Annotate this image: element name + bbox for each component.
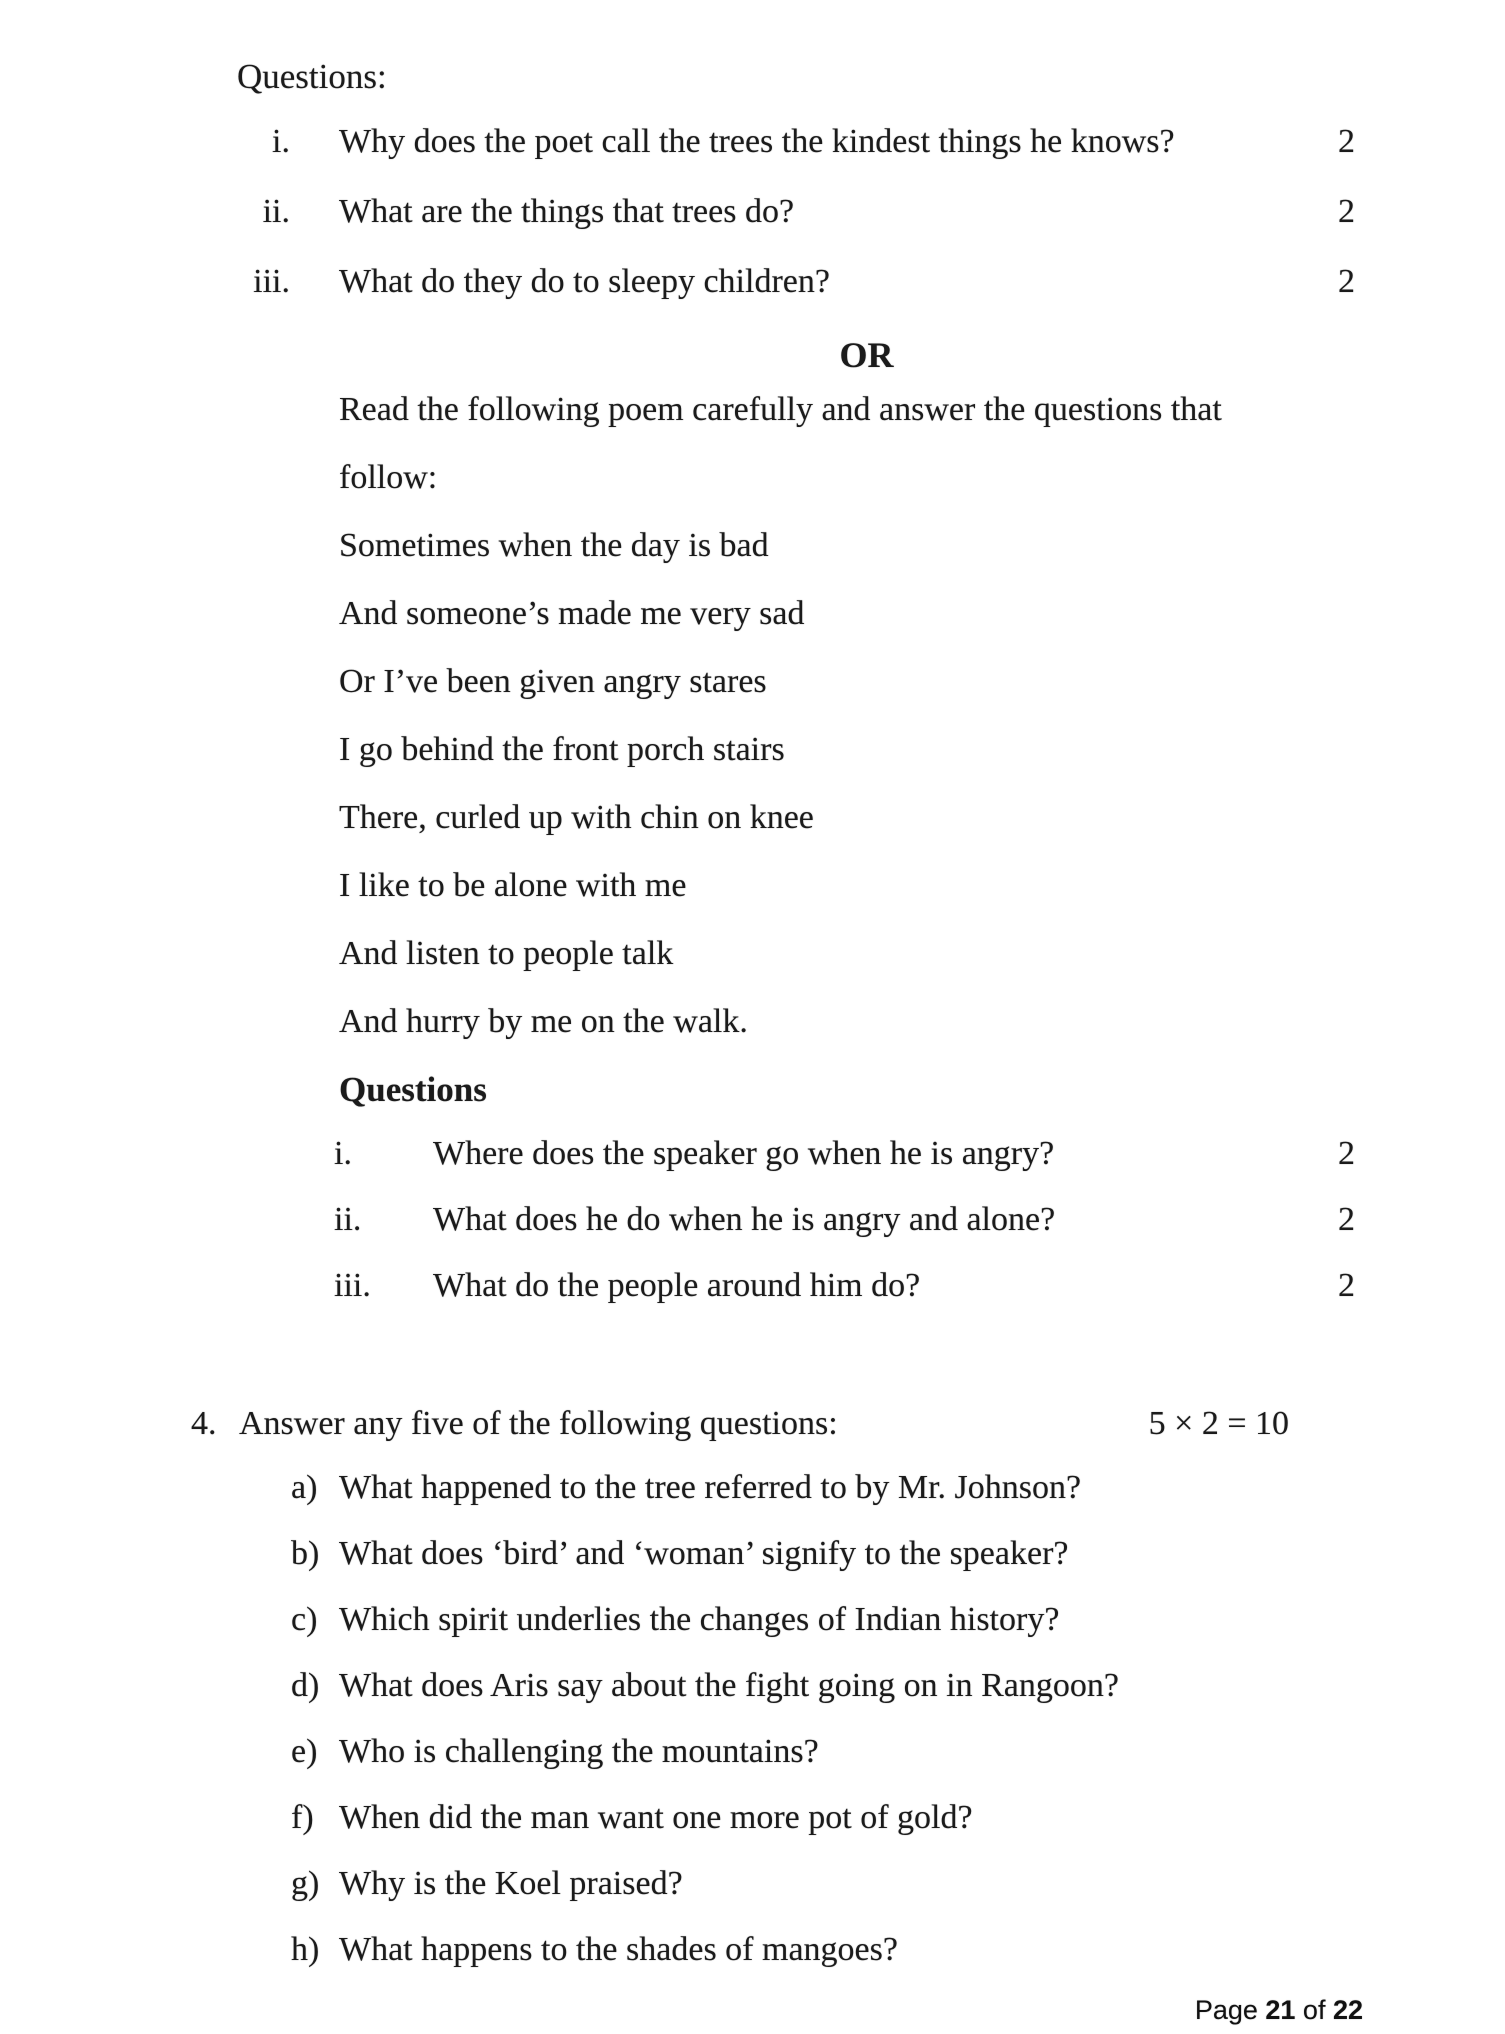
passage-intro-line: Read the following poem carefully and answer the questions that bbox=[339, 391, 1222, 428]
question-marks: 2 bbox=[1338, 1135, 1355, 1172]
footer-page-total: 22 bbox=[1332, 1995, 1363, 2025]
poem-line: And hurry by me on the walk. bbox=[339, 1003, 748, 1040]
subquestion-label: f) bbox=[291, 1799, 314, 1836]
subquestion-label: g) bbox=[291, 1865, 320, 1902]
footer-page-current: 21 bbox=[1265, 1995, 1296, 2025]
question-numeral: i. bbox=[272, 123, 290, 160]
marks-formula: 5 × 2 = 10 bbox=[1148, 1405, 1289, 1442]
or-divider: OR bbox=[839, 335, 894, 375]
subquestion-text: When did the man want one more pot of gold? bbox=[339, 1799, 973, 1836]
question-marks: 2 bbox=[1338, 123, 1355, 160]
question-numeral: i. bbox=[334, 1135, 352, 1172]
subquestion-label: d) bbox=[291, 1667, 320, 1704]
question-list-1 bbox=[237, 124, 1355, 300]
question-marks: 2 bbox=[1338, 1201, 1355, 1238]
question-marks: 2 bbox=[1338, 193, 1355, 230]
question-numeral: ii. bbox=[262, 193, 290, 230]
subquestion-label: c) bbox=[291, 1601, 318, 1638]
question-row bbox=[334, 1268, 1355, 1304]
poem-passage bbox=[339, 512, 1355, 1056]
subquestion-label: b) bbox=[291, 1535, 320, 1572]
subquestion-label: e) bbox=[291, 1733, 318, 1770]
poem-line: Sometimes when the day is bad bbox=[339, 527, 769, 564]
subquestion-row bbox=[291, 1932, 1355, 1968]
subquestion-row bbox=[291, 1536, 1355, 1572]
question-text: What does he do when he is angry and alone? bbox=[433, 1201, 1056, 1238]
subquestion-row bbox=[291, 1866, 1355, 1902]
question-text: What do they do to sleepy children? bbox=[339, 263, 830, 300]
question-text: What are the things that trees do? bbox=[339, 193, 795, 230]
subquestion-text: What happens to the shades of mangoes? bbox=[339, 1931, 898, 1968]
passage-intro-line: follow: bbox=[339, 459, 438, 496]
question-number: 4. bbox=[191, 1405, 217, 1442]
passage-intro bbox=[339, 376, 1355, 512]
question-numeral: ii. bbox=[334, 1201, 362, 1238]
questions-heading-1: Questions: bbox=[237, 57, 387, 96]
subquestion-label: h) bbox=[291, 1931, 320, 1968]
subquestion-text: What happened to the tree referred to by Mr. Johnson? bbox=[339, 1469, 1082, 1506]
subquestion-text: What does ‘bird’ and ‘woman’ signify to the speaker? bbox=[339, 1535, 1069, 1572]
subquestion-label: a) bbox=[291, 1469, 318, 1506]
subquestion-text: Which spirit underlies the changes of Indian history? bbox=[339, 1601, 1060, 1638]
question-row bbox=[237, 264, 1355, 300]
subquestion-row bbox=[291, 1470, 1355, 1506]
poem-line: I like to be alone with me bbox=[339, 867, 687, 904]
question-marks: 2 bbox=[1338, 263, 1355, 300]
subquestion-row bbox=[291, 1734, 1355, 1770]
subquestion-list bbox=[291, 1470, 1355, 1968]
subquestion-row bbox=[291, 1668, 1355, 1704]
question-text: Answer any five of the following questions: bbox=[239, 1405, 838, 1442]
question-list-2 bbox=[334, 1136, 1355, 1304]
poem-line: And someone’s made me very sad bbox=[339, 595, 805, 632]
subquestion-text: What does Aris say about the fight going on in Rangoon? bbox=[339, 1667, 1119, 1704]
question-row bbox=[334, 1136, 1355, 1172]
question-row bbox=[237, 194, 1355, 230]
subquestion-row bbox=[291, 1602, 1355, 1638]
footer-page-prefix: Page bbox=[1194, 1995, 1266, 2025]
question-marks: 2 bbox=[1338, 1267, 1355, 1304]
subquestion-text: Who is challenging the mountains? bbox=[339, 1733, 819, 1770]
question-numeral: iii. bbox=[334, 1267, 371, 1304]
question-numeral: iii. bbox=[253, 263, 290, 300]
poem-line: There, curled up with chin on knee bbox=[339, 799, 814, 836]
poem-line: Or I’ve been given angry stares bbox=[339, 663, 767, 700]
page-footer bbox=[1195, 1995, 1363, 2026]
poem-line: I go behind the front porch stairs bbox=[339, 731, 785, 768]
subquestion-row bbox=[291, 1800, 1355, 1836]
question-row bbox=[334, 1202, 1355, 1238]
question-text: Why does the poet call the trees the kindest things he knows? bbox=[339, 123, 1175, 160]
question-4-row bbox=[191, 1404, 1355, 1444]
poem-line: And listen to people talk bbox=[339, 935, 674, 972]
footer-page-middle: of bbox=[1295, 1995, 1333, 2025]
question-text: What do the people around him do? bbox=[433, 1267, 921, 1304]
question-row bbox=[237, 124, 1355, 160]
questions-heading-2: Questions bbox=[339, 1070, 487, 1109]
subquestion-text: Why is the Koel praised? bbox=[339, 1865, 683, 1902]
question-text: Where does the speaker go when he is angry? bbox=[433, 1135, 1055, 1172]
